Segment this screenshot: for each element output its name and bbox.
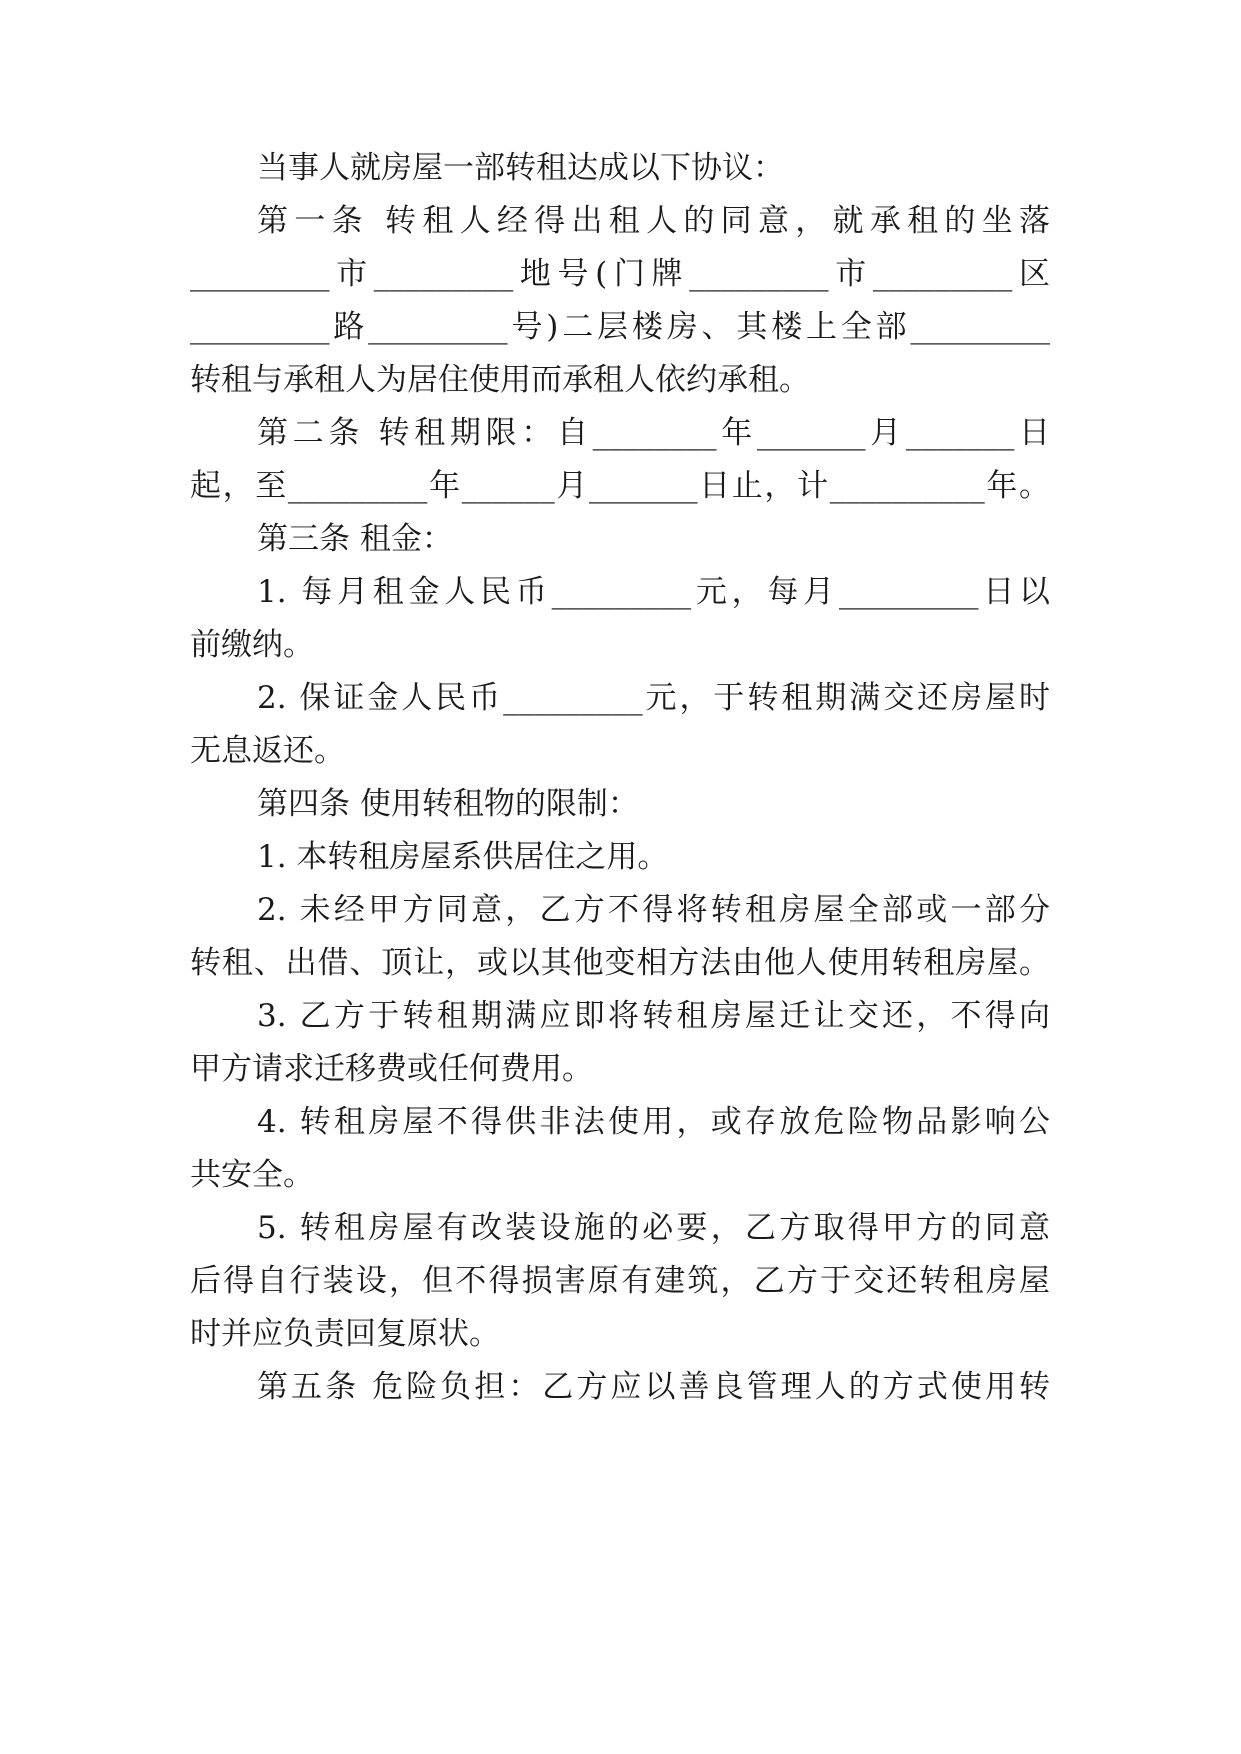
article-2-line-2: 起，至_________年______月_______日止，计__________年。 (190, 468, 1050, 504)
article-4-item-4-line-2: 共安全。 (190, 1157, 314, 1193)
article-4-item-5-line-2: 后得自行装设，但不得损害原有建筑，乙方于交还转租房屋 (190, 1263, 1050, 1299)
article-4-item-2-line-2: 转租、出借、顶让，或以其他变相方法由他人使用转租房屋。 (190, 945, 1050, 981)
article-4-item-5-line-1: 5. 转租房屋有改装设施的必要，乙方取得甲方的同意 (257, 1210, 1050, 1246)
article-4-heading: 第四条 使用转租物的限制： (257, 786, 639, 822)
article-5-line-1: 第五条 危险负担：乙方应以善良管理人的方式使用转 (257, 1369, 1050, 1405)
article-3-item-1-line-2: 前缴纳。 (190, 627, 314, 663)
article-3-item-1-line-1: 1. 每月租金人民币_________元，每月_________日以 (257, 574, 1050, 610)
article-3-item-2-line-1: 2. 保证金人民币_________元，于转租期满交还房屋时 (257, 680, 1050, 716)
article-3-item-2-line-2: 无息返还。 (190, 733, 345, 769)
article-4-item-2-line-1: 2. 未经甲方同意，乙方不得将转租房屋全部或一部分 (257, 892, 1050, 928)
article-1-line-1: 第一条 转租人经得出租人的同意，就承租的坐落 (257, 203, 1050, 239)
article-4-item-3-line-2: 甲方请求迁移费或任何费用。 (190, 1051, 593, 1087)
article-4-item-5-line-3: 时并应负责回复原状。 (190, 1316, 500, 1352)
article-4-item-4-line-1: 4. 转租房屋不得供非法使用，或存放危险物品影响公 (257, 1104, 1050, 1140)
article-4-item-1: 1. 本转租房屋系供居住之用。 (257, 839, 669, 875)
article-2-line-1: 第二条 转租期限：自________年_______月_______日 (257, 415, 1050, 451)
article-4-item-3-line-1: 3. 乙方于转租期满应即将转租房屋迁让交还，不得向 (257, 998, 1050, 1034)
article-1-line-4: 转租与承租人为居住使用而承租人依约承租。 (190, 362, 810, 398)
article-3-heading: 第三条 租金： (257, 521, 453, 557)
intro-line: 当事人就房屋一部转租达成以下协议： (257, 150, 784, 186)
article-1-line-2: _________市_________地号(门牌_________市_________区 (190, 256, 1050, 292)
article-1-line-3: _________路_________号)二层楼房、其楼上全部_________ (190, 309, 1050, 345)
